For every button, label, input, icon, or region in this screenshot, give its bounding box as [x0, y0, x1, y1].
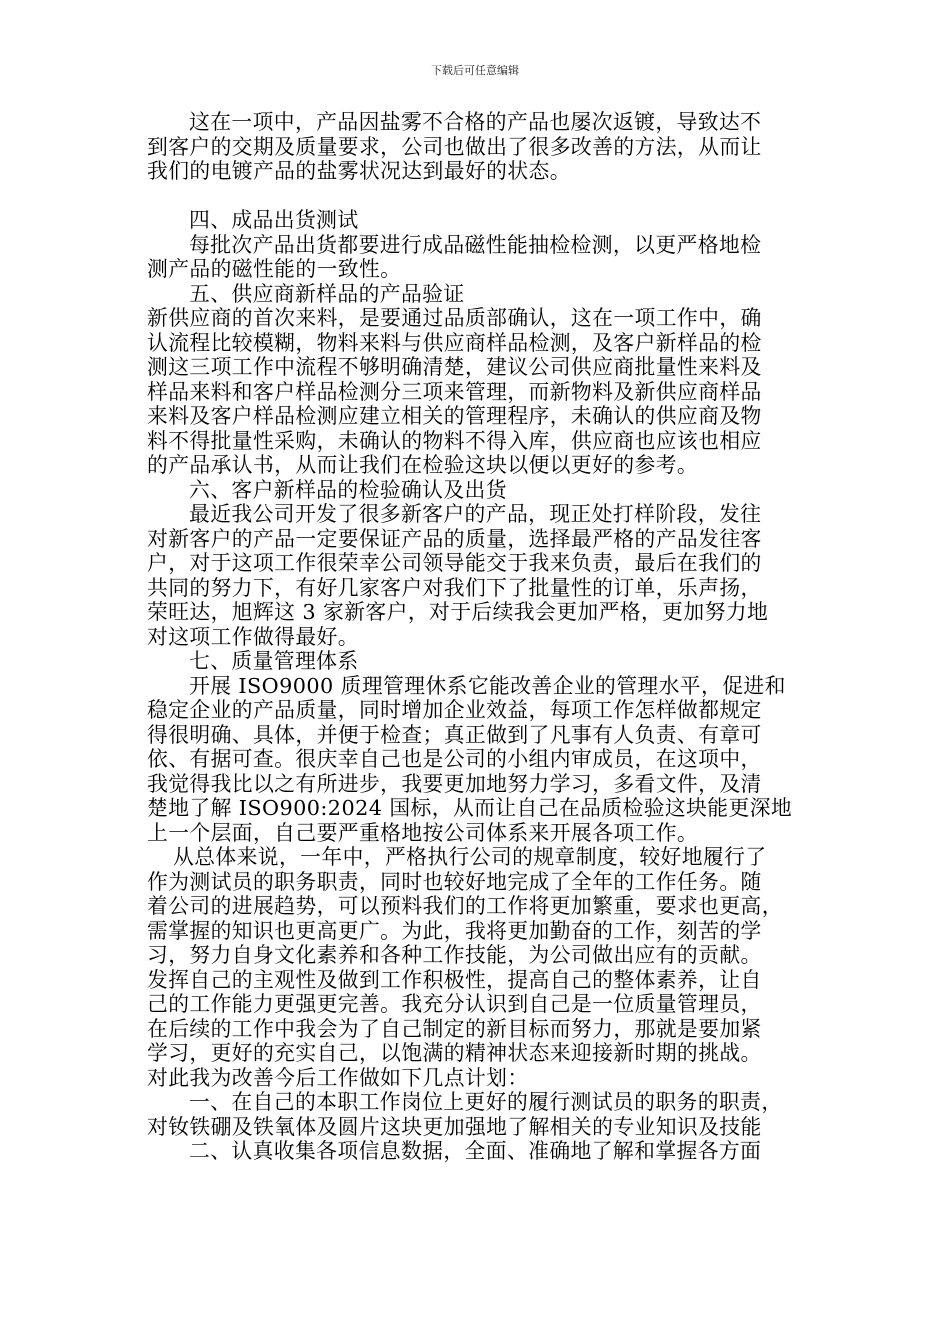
section-heading: 六、客户新样品的检验确认及出货 [189, 477, 507, 502]
paragraph-line: 每批次产品出货都要进行成品磁性能抽检检测，以更严格地检 [189, 232, 762, 257]
plan-item: 一、在自己的本职工作岗位上更好的履行测试员的职务的职责， [189, 1090, 783, 1114]
paragraph-line: 认流程比较模糊，物料来料与供应商样品检测，及客户新样品的检 [147, 330, 762, 355]
paragraph-line: 学习，更好的充实自己，以饱满的精神状态来迎接新时期的挑战。 [147, 1041, 762, 1065]
paragraph-line: 样品来料和客户样品检测分三项来管理，而新物料及新供应商样品 [147, 379, 762, 404]
paragraph-line: 着公司的进展趋势，可以预料我们的工作将更加繁重，要求也更高， [147, 894, 783, 918]
paragraph-line: 到客户的交期及质量要求，公司也做出了很多改善的方法，从而让 [147, 134, 762, 159]
paragraph-line: 得很明确、具体，并便于检查；真正做到了凡事有人负责、有章可 [147, 722, 762, 747]
paragraph-line: 作为测试员的职务职责，同时也较好地完成了全年的工作任务。随 [147, 869, 762, 894]
section-heading: 四、成品出货测试 [189, 208, 359, 232]
paragraph-line: 开展 ISO9000 质理管理休系它能改善企业的管理水平，促进和 [189, 673, 786, 698]
paragraph-line: 这在一项中，产品因盐雾不合格的产品也屡次返镀，导致达不 [189, 110, 762, 134]
plan-item: 二、认真收集各项信息数据，全面、准确地了解和掌握各方面 [189, 1139, 762, 1163]
paragraph-line: 新供应商的首次来料，是要通过品质部确认，这在一项工作中，确 [147, 306, 762, 330]
paragraph-line: 测产品的磁性能的一致性。 [147, 257, 402, 281]
paragraph-line: 最近我公司开发了很多新客户的产品，现正处打样阶段，发往 [189, 502, 762, 526]
paragraph-line: 需掌握的知识也更高更广。为此，我将更加勤奋的工作，刻苦的学 [147, 918, 762, 943]
paragraph-line: 共同的努力下，有好几家客户对我们下了批量性的订单，乐声扬， [147, 575, 762, 600]
paragraph-line: 荣旺达，旭辉这 3 家新客户，对于后续我会更加严格，更加努力地 [147, 600, 769, 624]
paragraph-line: 的产品承认书，从而让我们在检验这块以便以更好的参考。 [147, 453, 699, 477]
paragraph-line: 对此我为改善今后工作做如下几点计划： [147, 1065, 529, 1090]
paragraph-line: 习，努力自身文化素养和各种工作技能，为公司做出应有的贡献。 [147, 943, 762, 967]
paragraph-line: 对钕铁硼及铁氧体及圆片这块更加强地了解相关的专业知识及技能 [147, 1114, 762, 1139]
paragraph-line: 己的工作能力更强更完善。我充分认识到自己是一位质量管理员， [147, 992, 762, 1016]
section-heading: 五、供应商新样品的产品验证 [189, 281, 465, 306]
paragraph-line: 上一个层面，自己要严重格地按公司体系来开展各项工作。 [147, 820, 699, 845]
paragraph-line: 对新客户的产品一定要保证产品的质量，选择最严格的产品发往客 [147, 526, 762, 551]
paragraph-line: 楚地了解 ISO900:2024 国标，从而让自己在品质检验这块能更深地 [147, 796, 793, 820]
paragraph-line: 料不得批量性采购，未确认的物料不得入库，供应商也应该也相应 [147, 428, 762, 453]
paragraph-line: 依、有据可查。很庆幸自己也是公司的小组内审成员，在这项中， [147, 747, 762, 771]
paragraph-line: 测这三项工作中流程不够明确清楚，建议公司供应商批量性来料及 [147, 355, 762, 379]
paragraph-line: 户，对于这项工作很荣幸公司领导能交于我来负责，最后在我们的 [147, 551, 762, 575]
blank-line [147, 184, 811, 209]
page-header: 下载后可任意编辑 [431, 64, 519, 77]
document-body [147, 110, 811, 1164]
paragraph-line: 发挥自己的主观性及做到工作积极性，提高自己的整体素养，让自 [147, 967, 762, 992]
paragraph-line: 对这项工作做得最好。 [147, 624, 359, 649]
paragraph-line: 从总体来说，一年中，严格执行公司的规章制度，较好地履行了 [173, 845, 767, 869]
paragraph-line: 我觉得我比以之有所进步，我要更加地努力学习，多看文件，及清 [147, 771, 762, 796]
paragraph-line: 我们的电镀产品的盐雾状况达到最好的状态。 [147, 159, 571, 183]
paragraph-line: 在后续的工作中我会为了自己制定的新目标而努力，那就是要加紧 [147, 1016, 762, 1041]
paragraph-line: 稳定企业的产品质量，同时增加企业效益，每项工作怎样做都规定 [147, 698, 762, 722]
paragraph-line: 来料及客户样品检测应建立相关的管理程序，未确认的供应商及物 [147, 404, 762, 428]
section-heading: 七、质量管理体系 [189, 649, 359, 673]
